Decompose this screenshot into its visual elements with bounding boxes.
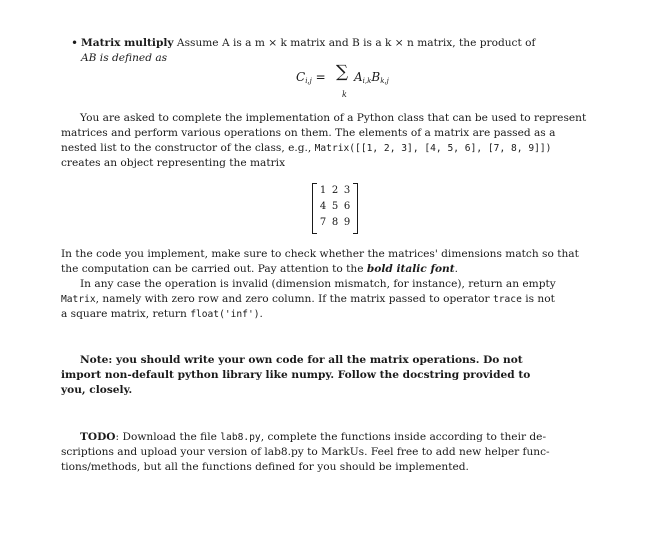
- matrix-multiply-line2: AB is defined as: [81, 52, 168, 64]
- float-inf-code: float('inf'): [190, 309, 260, 320]
- intro-paragraph: [61, 111, 603, 171]
- matrix-constructor-code: Matrix([[1, 2, 3], [4, 5, 6], [7, 8, 9]]): [314, 143, 552, 154]
- intro-line4: creates an object representing the matrix: [61, 157, 286, 169]
- formula-b: B: [371, 70, 381, 84]
- matrix-cell: 6: [343, 201, 351, 212]
- matrix-cell: 3: [343, 185, 351, 196]
- todo-label: TODO: [80, 431, 116, 443]
- check-paragraph: [61, 247, 603, 322]
- note-line1: Note: you should write your own code for all the matrix operations. Do not: [80, 354, 523, 366]
- check-line5-end: .: [259, 308, 263, 320]
- intro-line3: nested list to the constructor of the class, e.g.,: [61, 142, 315, 154]
- check-line4-end: is not: [521, 293, 555, 305]
- formula-lhs: C: [296, 70, 306, 84]
- product-formula: [296, 62, 446, 101]
- todo-line1-end: , complete the functions inside according to their de-: [260, 431, 547, 443]
- matrix-cell: 2: [331, 185, 339, 196]
- intro-line1: You are asked to complete the implementation of a Python class that can be used to represent: [80, 112, 587, 124]
- example-matrix: [312, 183, 358, 233]
- matrix-cell: 4: [319, 201, 327, 212]
- intro-line2: matrices and perform various operations on them. The elements of a matrix are passed as a: [61, 127, 556, 139]
- note-line2: import non-default python library like numpy. Follow the docstring provided to: [61, 369, 531, 381]
- todo-line3: tions/methods, but all the functions defined for you should be implemented.: [61, 461, 469, 473]
- matrix-cell: 5: [331, 201, 339, 212]
- bold-italic-phrase: bold italic font: [366, 263, 455, 275]
- todo-line1: : Download the file: [115, 431, 221, 443]
- formula-equals: =: [311, 70, 326, 84]
- formula-a-sub: i,k: [362, 77, 372, 85]
- matrix-cell: 8: [331, 217, 339, 228]
- check-line2: the computation can be carried out. Pay attention to the: [61, 263, 367, 275]
- check-line1: In the code you implement, make sure to check whether the matrices' dimensions match so that: [61, 248, 579, 260]
- bullet-icon: •: [71, 36, 79, 50]
- trace-code: trace: [492, 294, 522, 305]
- check-line4: , namely with zero row and zero column. If the matrix passed to operator: [95, 293, 493, 305]
- matrix-cell: 7: [319, 217, 327, 228]
- todo-line2: scriptions and upload your version of lab8.py to MarkUs. Feel free to add new helper func-: [61, 446, 550, 458]
- matrix-cell: 1: [319, 185, 327, 196]
- lab8-filename-code: lab8.py: [220, 432, 261, 443]
- note-paragraph: [61, 353, 603, 398]
- right-bracket: [353, 183, 358, 234]
- sum-index: k: [342, 90, 347, 99]
- todo-paragraph: [61, 430, 603, 475]
- matrix-multiply-line1: Assume A is a m × k matrix and B is a k × n matrix, the product of: [173, 37, 536, 49]
- matrix-cell: 9: [343, 217, 351, 228]
- formula-a: A: [354, 70, 363, 84]
- check-line2-end: .: [454, 263, 459, 275]
- matrix-multiply-title: Matrix multiply: [81, 37, 174, 49]
- sum-symbol: ∑: [336, 62, 349, 82]
- check-line5: a square matrix, return: [61, 308, 191, 320]
- note-line3: you, closely.: [61, 384, 133, 396]
- matrix-code: Matrix: [61, 294, 96, 305]
- formula-lhs-sub: i,j: [305, 77, 312, 85]
- formula-b-sub: k,j: [380, 77, 389, 85]
- check-line3: In any case the operation is invalid (dimension mismatch, for instance), return an empty: [80, 278, 556, 290]
